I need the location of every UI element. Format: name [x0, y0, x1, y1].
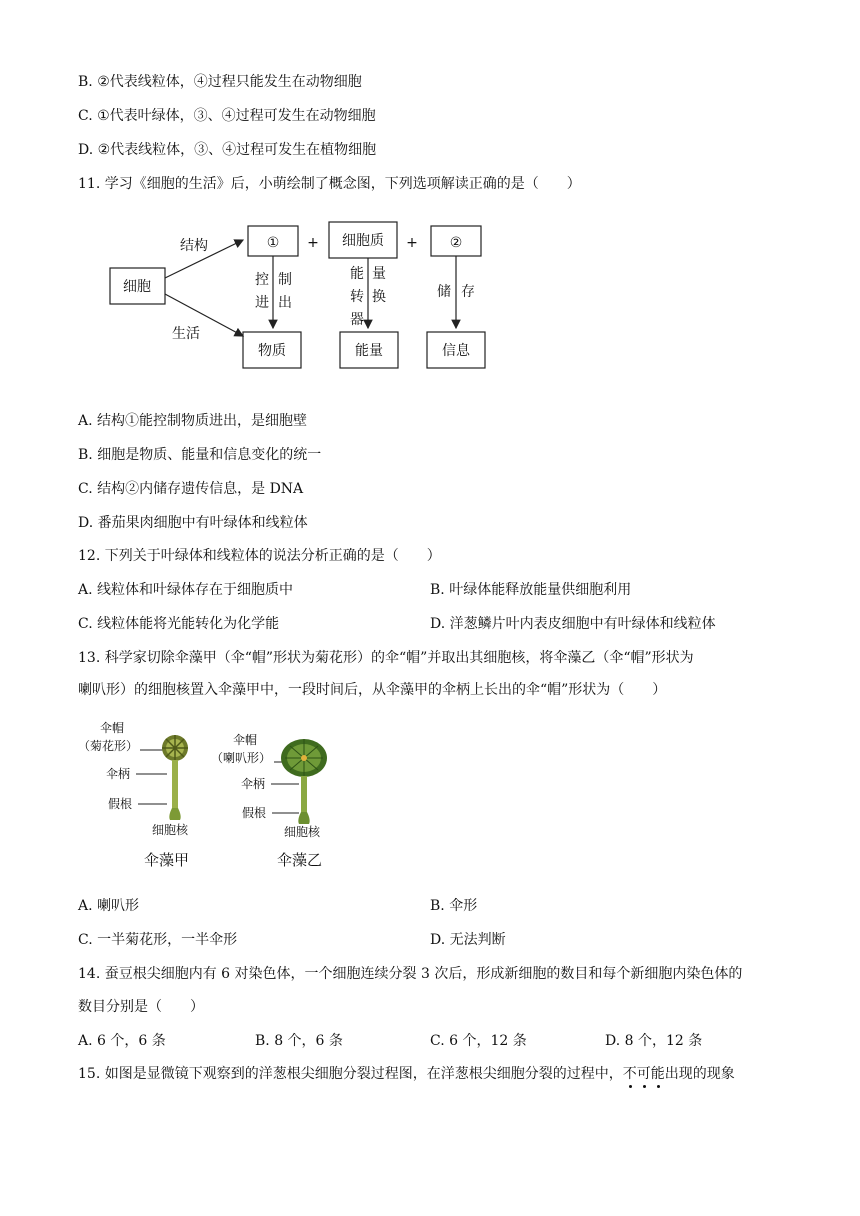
q11-option-c: C. 结构②内储存遗传信息，是 DNA [78, 481, 304, 497]
q14-option-d: D. 8 个，12 条 [605, 1033, 703, 1049]
control-char-3: 进 [255, 295, 269, 311]
q14-stem-line-2: 数目分别是（ ） [78, 999, 204, 1015]
q13-option-a: A. 喇叭形 [78, 898, 140, 914]
life-label: 生活 [172, 326, 200, 342]
nucleus-label-b: 细胞核 [284, 825, 321, 839]
q10-option-d: D. ②代表线粒体，③、④过程可发生在植物细胞 [78, 142, 377, 158]
q14-stem-line-1: 14. 蚕豆根尖细胞内有 6 对染色体，一个细胞连续分裂 3 次后，形成新细胞的数目和每个新细胞内染色体的 [78, 966, 743, 982]
box-1-label: ① [266, 235, 280, 251]
q13-stem-line-2: 喇叭形）的细胞核置入伞藻甲中，一段时间后，从伞藻甲的伞柄上长出的伞“帽”形状为（ ） [78, 682, 667, 698]
nucleus-label-a: 细胞核 [152, 823, 189, 837]
cap-shape-b: （喇叭形） [211, 751, 272, 765]
q12-option-a: A. 线粒体和叶绿体存在于细胞质中 [78, 582, 294, 598]
info-label: 信息 [442, 343, 470, 359]
cytoplasm-label: 细胞质 [342, 233, 384, 249]
q11-option-a: A. 结构①能控制物质进出，是细胞壁 [78, 413, 308, 429]
q12-stem: 12. 下列关于叶绿体和线粒体的说法分析正确的是（ ） [78, 548, 441, 564]
q15-stem [78, 1064, 735, 1084]
structure-label: 结构 [180, 238, 208, 254]
q13-stem-line-1: 13. 科学家切除伞藻甲（伞“帽”形状为菊花形）的伞“帽”并取出其细胞核，将伞藻乙（伞“帽”形状为 [78, 650, 694, 666]
alga-b-cap-icon [281, 739, 327, 777]
plus-2: + [406, 235, 418, 251]
q11-option-d: D. 番茄果肉细胞中有叶绿体和线粒体 [78, 515, 308, 531]
rhizoid-label-a: 假根 [108, 797, 133, 811]
q11-option-b: B. 细胞是物质、能量和信息变化的统一 [78, 447, 322, 463]
q13-option-c: C. 一半菊花形，一半伞形 [78, 932, 238, 948]
q12-option-d: D. 洋葱鳞片叶内表皮细胞中有叶绿体和线粒体 [430, 616, 716, 632]
stalk-label-b: 伞柄 [241, 777, 266, 791]
q12-option-b: B. 叶绿体能释放能量供细胞利用 [430, 582, 632, 598]
box-2-label: ② [449, 235, 463, 251]
control-char-2: 制 [278, 272, 292, 288]
q15-stem-emphasis: 不可能 [623, 1066, 665, 1082]
q10-option-c: C. ①代表叶绿体，③、④过程可发生在动物细胞 [78, 108, 376, 124]
energy-char-1: 能 [350, 266, 364, 282]
energy-char-3: 转 [350, 289, 364, 305]
q11-concept-diagram [100, 212, 500, 382]
q11-stem: 11. 学习《细胞的生活》后，小萌绘制了概念图，下列选项解读正确的是（ ） [78, 176, 581, 192]
cap-label-b: 伞帽 [233, 733, 258, 747]
control-char-1: 控 [255, 272, 269, 288]
cell-label: 细胞 [123, 279, 151, 295]
matter-label: 物质 [258, 343, 286, 359]
plus-1: + [307, 235, 319, 251]
q12-option-c: C. 线粒体能将光能转化为化学能 [78, 616, 280, 632]
store-char-2: 存 [461, 284, 475, 300]
acetabularia-figure [78, 716, 348, 876]
q10-option-b: B. ②代表线粒体，④过程只能发生在动物细胞 [78, 74, 362, 90]
q14-option-c: C. 6 个，12 条 [430, 1033, 527, 1049]
q13-option-d: D. 无法判断 [430, 932, 506, 948]
stalk-label-a: 伞柄 [106, 767, 131, 781]
energy-char-4: 换 [372, 289, 386, 305]
alga-a-cap-icon [162, 735, 188, 761]
q15-stem-post: 出现的现象 [664, 1066, 735, 1082]
control-char-4: 出 [278, 295, 292, 311]
q13-option-b: B. 伞形 [430, 898, 478, 914]
q14-option-a: A. 6 个，6 条 [78, 1033, 166, 1049]
alga-a-name: 伞藻甲 [144, 851, 190, 869]
energy-label: 能量 [355, 343, 383, 359]
store-char-1: 储 [437, 284, 451, 300]
rhizoid-label-b: 假根 [242, 806, 267, 820]
cap-shape-a: （菊花形） [78, 739, 139, 753]
alga-b-name: 伞藻乙 [277, 851, 323, 869]
cap-label-a: 伞帽 [100, 721, 125, 735]
q15-stem-pre: 15. 如图是显微镜下观察到的洋葱根尖细胞分裂过程图，在洋葱根尖细胞分裂的过程中， [78, 1066, 623, 1082]
energy-char-5: 器 [350, 312, 364, 328]
q14-option-b: B. 8 个，6 条 [255, 1033, 343, 1049]
energy-char-2: 量 [372, 266, 386, 282]
